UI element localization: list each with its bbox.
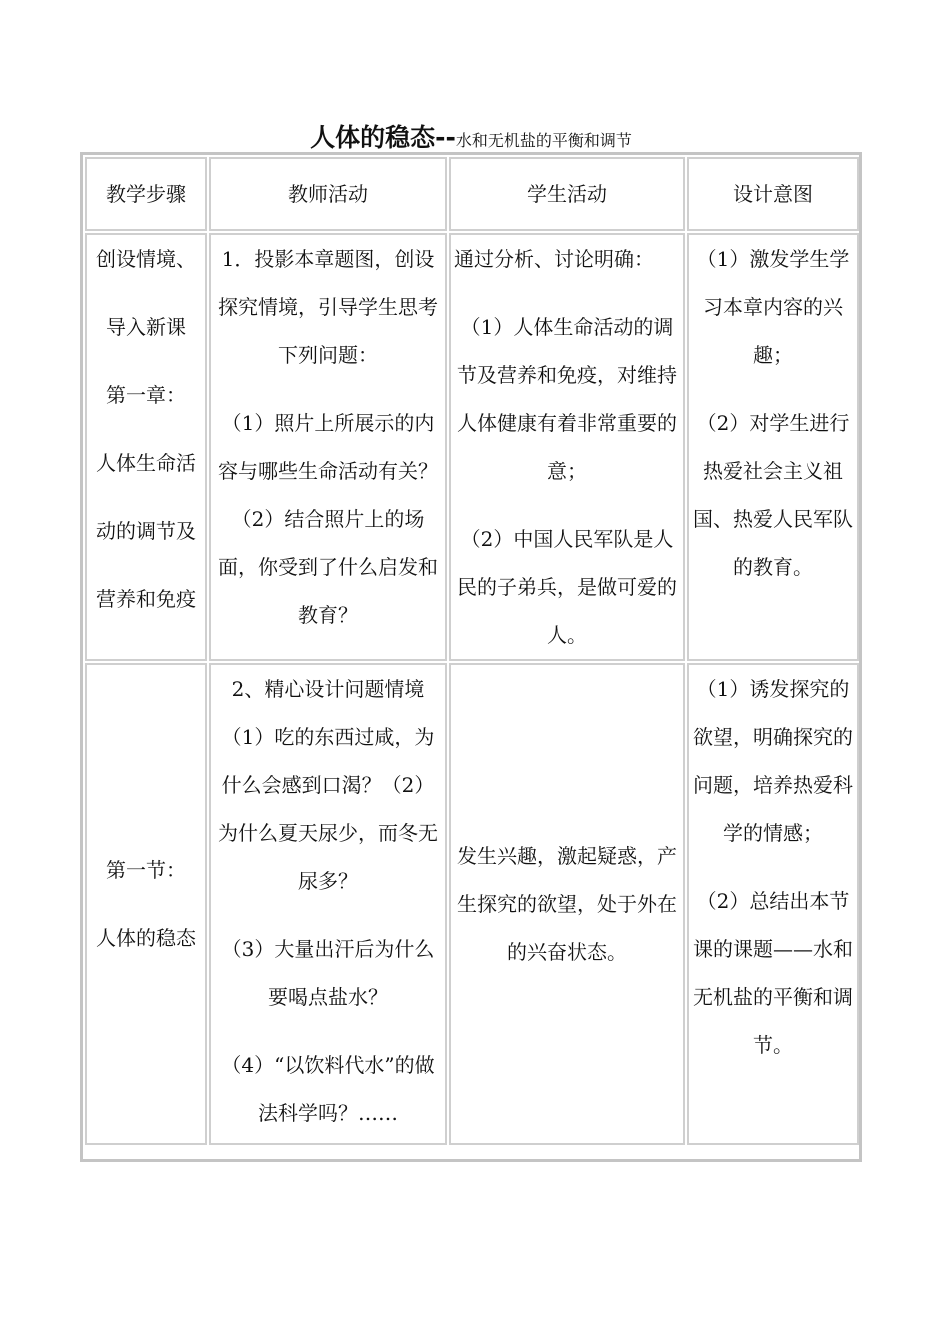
intent-paragraph: （2）对学生进行热爱社会主义祖国、热爱人民军队的教育。	[693, 411, 853, 579]
teacher-paragraph: 2、精心设计问题情境	[231, 677, 425, 701]
header-step: 教学步骤	[85, 157, 207, 231]
step-line: 创设情境、	[96, 247, 196, 271]
intent-cell	[687, 233, 859, 661]
student-paragraph: （2）中国人民军队是人民的子弟兵，是做可爱的人。	[457, 527, 677, 647]
step-line: 第一节：	[106, 858, 186, 882]
table-header-row	[85, 157, 859, 231]
intent-paragraph: （1）诱发探究的欲望，明确探究的问题，培养热爱科学的情感；	[693, 677, 853, 845]
intent-paragraph: （1）激发学生学习本章内容的兴趣；	[696, 247, 850, 367]
intent-paragraph: （2）总结出本节课的课题——水和无机盐的平衡和调节。	[693, 889, 853, 1057]
table-row	[85, 233, 859, 661]
teacher-paragraph: （1）照片上所展示的内容与哪些生命活动有关？（2）结合照片上的场面，你受到了什么启发和教育？	[218, 411, 438, 627]
step-line: 第一章：	[106, 383, 186, 407]
teacher-paragraph: （3）大量出汗后为什么要喝点盐水？	[221, 937, 435, 1009]
teacher-paragraph: （1）吃的东西过咸，为什么会感到口渴？（2）为什么夏天尿少，而冬无尿多？	[218, 725, 438, 893]
step-line: 动的调节及	[96, 519, 196, 543]
student-cell	[449, 233, 685, 661]
student-cell	[449, 663, 685, 1145]
header-intent: 设计意图	[687, 157, 859, 231]
teacher-paragraph: （4）“以饮料代水”的做法科学吗？……	[221, 1053, 435, 1125]
header-teacher: 教师活动	[209, 157, 447, 231]
step-cell	[85, 663, 207, 1145]
student-paragraph: （1）人体生命活动的调节及营养和免疫，对维持人体健康有着非常重要的意；	[457, 315, 677, 483]
header-student: 学生活动	[449, 157, 685, 231]
step-line: 导入新课	[106, 315, 186, 339]
teacher-cell	[209, 663, 447, 1145]
intent-cell	[687, 663, 859, 1145]
title-main: 人体的稳态--	[310, 123, 456, 152]
teacher-cell	[209, 233, 447, 661]
student-paragraph: 发生兴趣，激起疑惑，产生探究的欲望，处于外在的兴奋状态。	[457, 844, 677, 964]
step-line: 人体的稳态	[96, 926, 196, 950]
step-cell	[85, 233, 207, 661]
step-line: 人体生命活	[96, 451, 196, 475]
title-subtitle: 水和无机盐的平衡和调节	[455, 131, 632, 150]
table-row	[85, 663, 859, 1145]
step-line: 营养和免疫	[96, 587, 196, 611]
student-paragraph: 通过分析、讨论明确：	[454, 247, 654, 271]
teacher-paragraph: 1．投影本章题图，创设探究情境，引导学生思考下列问题：	[218, 247, 438, 367]
lesson-plan-table	[83, 155, 861, 1147]
